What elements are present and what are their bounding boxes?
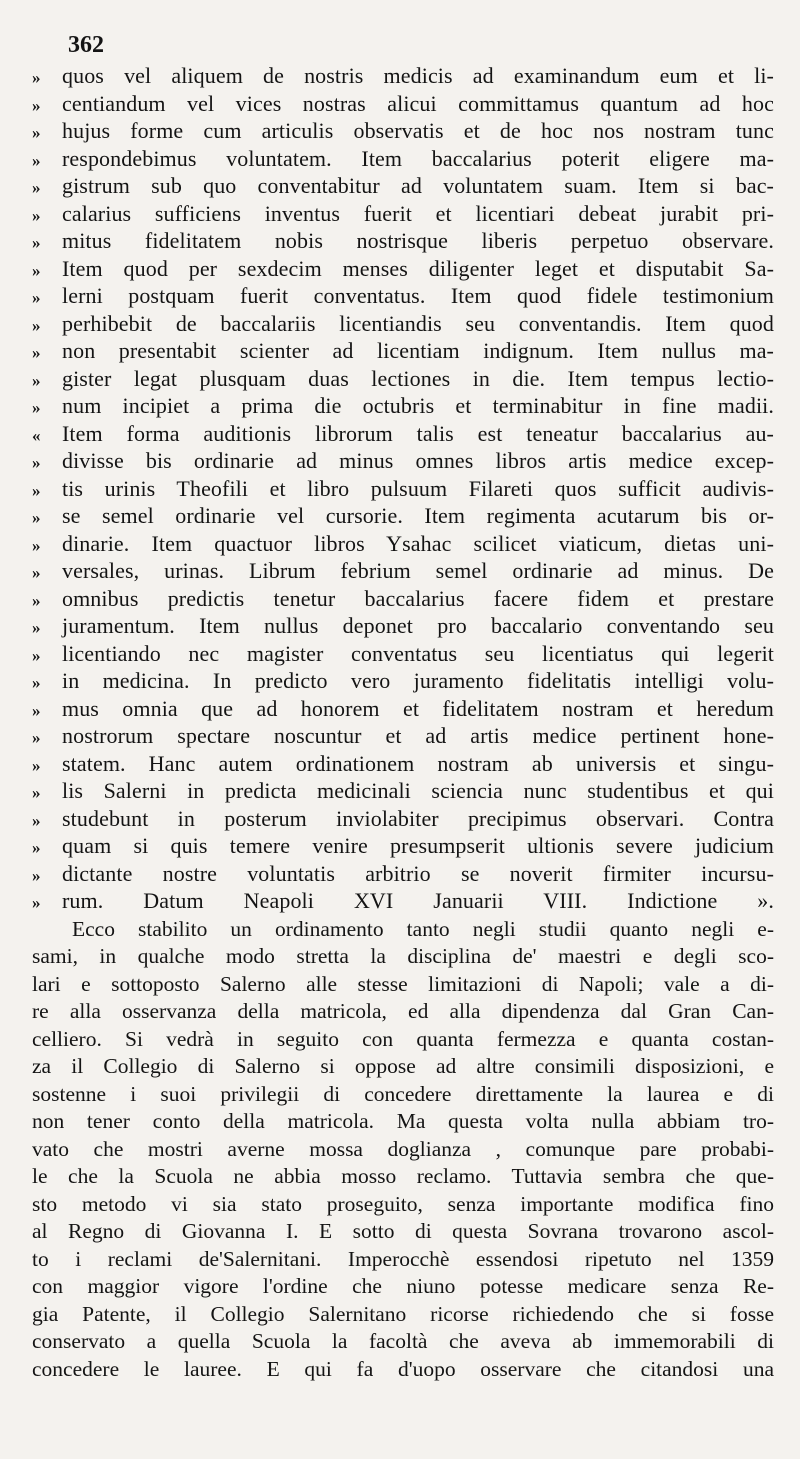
quote-line bbox=[32, 860, 774, 888]
quote-line-text: statem. Hanc autem ordinationem nostram ab universis et singu- bbox=[62, 750, 774, 776]
quote-line bbox=[32, 832, 774, 860]
quote-line bbox=[32, 722, 774, 750]
quote-line-text: tis urinis Theofili et libro pulsuum Filareti quos sufficit audivis- bbox=[62, 475, 774, 501]
commentary-line: to i reclami de'Salernitani. Imperocchè essendosi ripetuto nel 1359 bbox=[32, 1246, 774, 1271]
quote-line-text: nostrorum spectare noscuntur et ad artis medice pertinent hone- bbox=[62, 723, 774, 748]
quote-mark: » bbox=[32, 205, 41, 225]
quote-line-text: licentiando nec magister conventatus seu licentiatus qui legerit bbox=[62, 640, 774, 666]
commentary-line: con maggior vigore l'ordine che niuno potesse medicare senza Re- bbox=[32, 1274, 774, 1298]
quote-line-text: Item forma auditionis librorum talis est teneatur baccalarius au- bbox=[62, 420, 774, 446]
quote-line-text: num incipiet a prima die octubris et terminabitur in fine madii. bbox=[62, 393, 774, 418]
quote-line-text: mitus fidelitatem nobis nostrisque liberis perpetuo observare. bbox=[62, 228, 774, 253]
quote-mark: » bbox=[32, 645, 41, 665]
quote-line-text: divisse bis ordinarie ad minus omnes libros artis medice excep- bbox=[62, 448, 774, 473]
quote-line-text: lerni postquam fuerit conventatus. Item quod fidele testimonium bbox=[62, 283, 774, 308]
quote-line bbox=[32, 145, 774, 173]
quote-line bbox=[32, 695, 774, 723]
commentary-line: concedere le lauree. E qui fa d'uopo osservare che citandosi una bbox=[32, 1356, 774, 1381]
quote-line-text: centiandum vel vices nostras alicui committamus quantum ad hoc bbox=[62, 90, 774, 116]
quote-mark: » bbox=[32, 343, 41, 362]
quote-mark: » bbox=[32, 563, 41, 582]
commentary-line: re alla osservanza della matricola, ed alla dipendenza dal Gran Can- bbox=[32, 999, 774, 1023]
quote-line-text: hujus forme cum articulis observatis et de hoc nos nostram tunc bbox=[62, 118, 774, 143]
commentary-line: lari e sottoposto Salerno alle stesse limitazioni di Napoli; vale a di- bbox=[32, 971, 774, 996]
quote-line bbox=[32, 172, 774, 200]
quote-line bbox=[32, 557, 774, 585]
commentary-line: al Regno di Giovanna I. E sotto di questa Sovrana trovarono ascol- bbox=[32, 1219, 774, 1243]
quote-mark: » bbox=[32, 150, 41, 170]
quote-mark: » bbox=[32, 810, 41, 830]
quote-line bbox=[32, 282, 774, 310]
quote-mark: » bbox=[32, 315, 41, 335]
commentary-line: non tener conto della matricola. Ma questa volta nulla abbiam tro- bbox=[32, 1109, 774, 1133]
quote-line-text: quam si quis temere venire presumpserit ultionis severe judicium bbox=[62, 833, 774, 858]
quote-line-text: perhibebit de baccalariis licentiandis seu conventandis. Item quod bbox=[62, 310, 774, 336]
quote-line-text: in medicina. In predicto vero juramento fidelitatis intelligi volu- bbox=[62, 668, 774, 693]
commentary-line: gia Patente, il Collegio Salernitano ricorse richiedendo che si fosse bbox=[32, 1301, 774, 1326]
quote-line bbox=[32, 392, 774, 420]
quote-mark: » bbox=[32, 398, 41, 417]
quote-mark: » bbox=[32, 508, 41, 527]
quote-line bbox=[32, 612, 774, 640]
latin-quotation bbox=[32, 62, 774, 915]
quote-line-text: dinarie. Item quactuor libros Ysahac scilicet viaticum, dietas uni- bbox=[62, 530, 774, 556]
quote-mark: » bbox=[32, 370, 41, 390]
quote-line-text: se semel ordinarie vel cursorie. Item regimenta acutarum bis or- bbox=[62, 503, 774, 528]
quote-line bbox=[32, 887, 774, 915]
quote-line bbox=[32, 255, 774, 283]
commentary-line: vato che mostri averne mossa doglianza , comunque pare probabi- bbox=[32, 1136, 774, 1161]
commentary-line: sto metodo vi sia stato proseguito, senza importante modifica fino bbox=[32, 1191, 774, 1216]
quote-mark: » bbox=[32, 68, 41, 87]
quote-line-text: juramentum. Item nullus deponet pro baccalario conventando seu bbox=[62, 613, 774, 638]
quote-mark: » bbox=[32, 178, 41, 197]
commentary-line: conservato a quella Scuola la facoltà che aveva ab immemorabili di bbox=[32, 1329, 774, 1353]
quote-mark: » bbox=[32, 260, 41, 280]
quote-line-text: Item quod per sexdecim menses diligenter leget et disputabit Sa- bbox=[62, 255, 774, 281]
quote-line bbox=[32, 420, 774, 448]
commentary-line: sami, in qualche modo stretta la disciplina de' maestri e degli sco- bbox=[32, 944, 774, 968]
quote-line-text: studebunt in posterum inviolabiter precipimus observari. Contra bbox=[62, 805, 774, 831]
quote-line-text: non presentabit scienter ad licentiam indignum. Item nullus ma- bbox=[62, 338, 774, 363]
quote-line bbox=[32, 585, 774, 613]
quote-line-text: omnibus predictis tenetur baccalarius facere fidem et prestare bbox=[62, 585, 774, 611]
italian-commentary bbox=[32, 916, 774, 1384]
quote-line-text: gister legat plusquam duas lectiones in die. Item tempus lectio- bbox=[62, 365, 774, 391]
quote-line-text: gistrum sub quo conventabitur ad voluntatem suam. Item si bac- bbox=[62, 173, 774, 198]
quote-line bbox=[32, 750, 774, 778]
quote-line bbox=[32, 447, 774, 475]
quote-line bbox=[32, 667, 774, 695]
quote-mark: » bbox=[32, 123, 41, 142]
quote-mark: » bbox=[32, 618, 41, 637]
quote-line-text: mus omnia que ad honorem et fidelitatem nostram et heredum bbox=[62, 695, 774, 721]
quote-mark: » bbox=[32, 700, 41, 720]
quote-line bbox=[32, 777, 774, 805]
commentary-line: sostenne i suoi privilegii di concedere direttamente la laurea e di bbox=[32, 1081, 774, 1106]
quote-line bbox=[32, 200, 774, 228]
quote-mark: » bbox=[32, 783, 41, 802]
quote-mark: » bbox=[32, 755, 41, 775]
quote-mark: » bbox=[32, 288, 41, 307]
quote-line bbox=[32, 475, 774, 503]
quote-line-text: dictante nostre voluntatis arbitrio se noverit firmiter incursu- bbox=[62, 860, 774, 886]
quote-mark: » bbox=[32, 838, 41, 857]
quote-line bbox=[32, 365, 774, 393]
commentary-line: Ecco stabilito un ordinamento tanto negli studii quanto negli e- bbox=[72, 916, 774, 941]
quote-line bbox=[32, 805, 774, 833]
quote-line bbox=[32, 502, 774, 530]
quote-line bbox=[32, 117, 774, 145]
quote-line-text: versales, urinas. Librum febrium semel ordinarie ad minus. De bbox=[62, 558, 774, 583]
quote-mark: » bbox=[32, 233, 41, 252]
quote-mark: « bbox=[32, 425, 41, 445]
commentary-line: le che la Scuola ne abbia mosso reclamo. Tuttavia sembra che que- bbox=[32, 1164, 774, 1188]
quote-mark: » bbox=[32, 893, 41, 912]
quote-line bbox=[32, 640, 774, 668]
quote-line bbox=[32, 62, 774, 90]
quote-line-text: lis Salerni in predicta medicinali sciencia nunc studentibus et qui bbox=[62, 778, 774, 803]
quote-line bbox=[32, 227, 774, 255]
quote-line bbox=[32, 530, 774, 558]
quote-line-text: rum. Datum Neapoli XVI Januarii VIII. Indictione ». bbox=[62, 888, 774, 913]
quote-mark: » bbox=[32, 865, 41, 885]
quote-line bbox=[32, 337, 774, 365]
quote-line bbox=[32, 90, 774, 118]
commentary-line: celliero. Si vedrà in seguito con quanta fermezza e quanta costan- bbox=[32, 1026, 774, 1051]
quote-line bbox=[32, 310, 774, 338]
page-number: 362 bbox=[68, 32, 104, 58]
quote-mark: » bbox=[32, 535, 41, 555]
quote-line-text: respondebimus voluntatem. Item baccalarius poterit eligere ma- bbox=[62, 145, 774, 171]
quote-mark: » bbox=[32, 673, 41, 692]
quote-line-text: calarius sufficiens inventus fuerit et licentiari debeat jurabit pri- bbox=[62, 200, 774, 226]
commentary-line: za il Collegio di Salerno si oppose ad altre consimili disposizioni, e bbox=[32, 1054, 774, 1078]
quote-line-text: quos vel aliquem de nostris medicis ad examinandum eum et li- bbox=[62, 63, 774, 88]
quote-mark: » bbox=[32, 590, 41, 610]
quote-mark: » bbox=[32, 728, 41, 747]
quote-mark: » bbox=[32, 480, 41, 500]
quote-mark: » bbox=[32, 95, 41, 115]
quote-mark: » bbox=[32, 453, 41, 472]
